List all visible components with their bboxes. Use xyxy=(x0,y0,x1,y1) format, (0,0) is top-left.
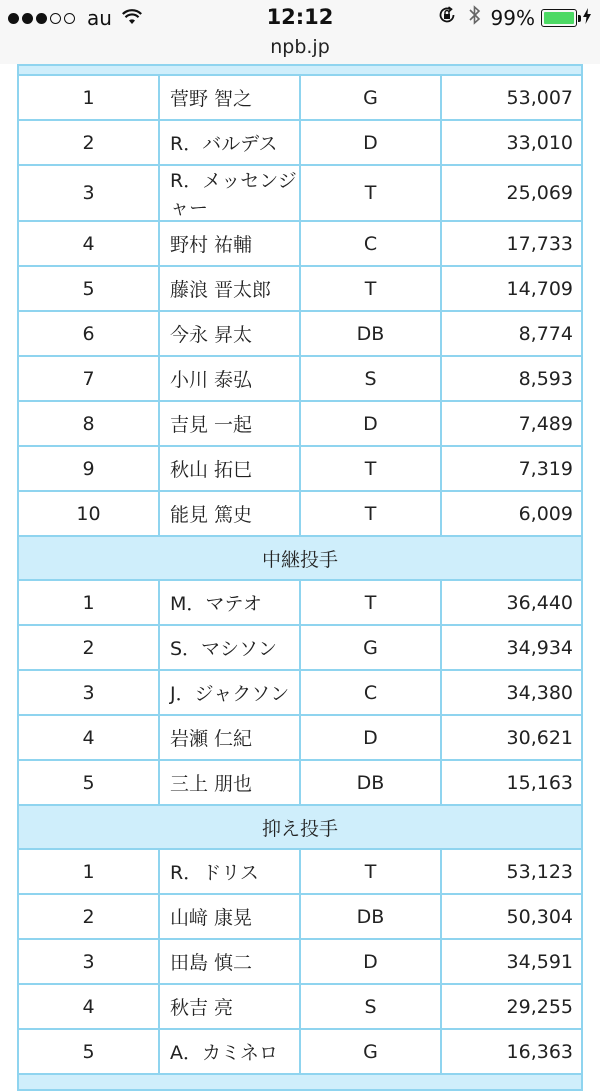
player-name-cell: J．ジャクソン xyxy=(159,670,300,715)
player-name-cell: 三上 朋也 xyxy=(159,760,300,805)
player-name-cell: 藤浪 晋太郎 xyxy=(159,266,300,311)
team-cell: T xyxy=(300,580,441,625)
player-name-cell: R．メッセンジャー xyxy=(159,165,300,221)
votes-cell: 30,621 xyxy=(441,715,582,760)
votes-cell: 8,774 xyxy=(441,311,582,356)
section-title: 中継投手 xyxy=(18,536,582,580)
table-header-stub xyxy=(18,65,582,75)
rank-cell: 2 xyxy=(18,120,159,165)
table-row xyxy=(18,939,582,984)
status-right xyxy=(437,5,592,30)
team-cell: S xyxy=(300,984,441,1029)
team-cell: T xyxy=(300,849,441,894)
ranking-table-container xyxy=(17,64,583,1091)
table-row xyxy=(18,356,582,401)
team-cell: G xyxy=(300,75,441,120)
rank-cell: 8 xyxy=(18,401,159,446)
battery-fill xyxy=(544,12,574,24)
rank-cell: 4 xyxy=(18,715,159,760)
player-name-cell: R．バルデス xyxy=(159,120,300,165)
rank-cell: 2 xyxy=(18,625,159,670)
table-row xyxy=(18,491,582,536)
table-row xyxy=(18,221,582,266)
table-row xyxy=(18,984,582,1029)
team-cell: T xyxy=(300,266,441,311)
bluetooth-icon xyxy=(469,5,481,30)
table-row xyxy=(18,760,582,805)
rank-cell: 5 xyxy=(18,760,159,805)
votes-cell: 34,591 xyxy=(441,939,582,984)
votes-cell: 36,440 xyxy=(441,580,582,625)
team-cell: DB xyxy=(300,311,441,356)
section-header-middle-relief xyxy=(18,536,582,580)
table-row xyxy=(18,670,582,715)
votes-cell: 16,363 xyxy=(441,1029,582,1074)
section-header-closers xyxy=(18,805,582,849)
votes-cell: 50,304 xyxy=(441,894,582,939)
rank-cell: 1 xyxy=(18,849,159,894)
rank-cell: 9 xyxy=(18,446,159,491)
player-name-cell: 野村 祐輔 xyxy=(159,221,300,266)
votes-cell: 7,319 xyxy=(441,446,582,491)
votes-cell: 15,163 xyxy=(441,760,582,805)
table-row xyxy=(18,165,582,221)
team-cell: C xyxy=(300,670,441,715)
team-cell: T xyxy=(300,446,441,491)
clock: 12:12 xyxy=(266,5,334,29)
battery-icon xyxy=(541,9,577,27)
url-domain[interactable]: npb.jp xyxy=(270,36,330,58)
votes-cell: 8,593 xyxy=(441,356,582,401)
table-row xyxy=(18,1029,582,1074)
votes-cell: 17,733 xyxy=(441,221,582,266)
votes-cell: 7,489 xyxy=(441,401,582,446)
ranking-table-body xyxy=(18,65,582,1090)
rank-cell: 3 xyxy=(18,165,159,221)
player-name-cell: 今永 昇太 xyxy=(159,311,300,356)
rank-cell: 6 xyxy=(18,311,159,356)
player-name-cell: 吉見 一起 xyxy=(159,401,300,446)
player-name-cell: 菅野 智之 xyxy=(159,75,300,120)
votes-cell: 34,380 xyxy=(441,670,582,715)
table-row xyxy=(18,715,582,760)
rank-cell: 7 xyxy=(18,356,159,401)
votes-cell: 53,123 xyxy=(441,849,582,894)
team-cell: S xyxy=(300,356,441,401)
votes-cell: 6,009 xyxy=(441,491,582,536)
battery-cap xyxy=(578,15,581,22)
rank-cell: 5 xyxy=(18,1029,159,1074)
player-name-cell: 山﨑 康晃 xyxy=(159,894,300,939)
player-name-cell: 田島 慎二 xyxy=(159,939,300,984)
team-cell: D xyxy=(300,120,441,165)
votes-cell: 34,934 xyxy=(441,625,582,670)
rank-cell: 1 xyxy=(18,75,159,120)
rank-cell: 4 xyxy=(18,984,159,1029)
team-cell: DB xyxy=(300,760,441,805)
votes-cell: 14,709 xyxy=(441,266,582,311)
team-cell: D xyxy=(300,939,441,984)
table-row xyxy=(18,311,582,356)
team-cell: D xyxy=(300,401,441,446)
rank-cell: 1 xyxy=(18,580,159,625)
section-title: 抑え投手 xyxy=(18,805,582,849)
player-name-cell: M．マテオ xyxy=(159,580,300,625)
rank-cell: 3 xyxy=(18,670,159,715)
url-bar[interactable] xyxy=(0,36,600,64)
team-cell: G xyxy=(300,1029,441,1074)
rank-cell: 3 xyxy=(18,939,159,984)
votes-cell: 33,010 xyxy=(441,120,582,165)
table-footer-stub xyxy=(18,1074,582,1090)
status-bar xyxy=(0,0,600,36)
table-row xyxy=(18,849,582,894)
team-cell: C xyxy=(300,221,441,266)
table-row xyxy=(18,894,582,939)
player-name-cell: 岩瀬 仁紀 xyxy=(159,715,300,760)
ranking-table xyxy=(17,64,583,1091)
votes-cell: 29,255 xyxy=(441,984,582,1029)
player-name-cell: 能見 篤史 xyxy=(159,491,300,536)
table-row xyxy=(18,446,582,491)
player-name-cell: 秋吉 亮 xyxy=(159,984,300,1029)
table-row xyxy=(18,75,582,120)
rank-cell: 5 xyxy=(18,266,159,311)
player-name-cell: R．ドリス xyxy=(159,849,300,894)
team-cell: DB xyxy=(300,894,441,939)
table-row xyxy=(18,266,582,311)
rank-cell: 2 xyxy=(18,894,159,939)
rank-cell: 4 xyxy=(18,221,159,266)
team-cell: G xyxy=(300,625,441,670)
carrier-name: au xyxy=(87,6,112,30)
player-name-cell: A．カミネロ xyxy=(159,1029,300,1074)
charging-icon xyxy=(582,8,592,28)
table-row xyxy=(18,580,582,625)
team-cell: T xyxy=(300,165,441,221)
table-row xyxy=(18,625,582,670)
team-cell: D xyxy=(300,715,441,760)
battery-percent: 99% xyxy=(490,5,535,30)
team-cell: T xyxy=(300,491,441,536)
table-row xyxy=(18,401,582,446)
player-name-cell: 秋山 拓巳 xyxy=(159,446,300,491)
table-row xyxy=(18,120,582,165)
player-name-cell: 小川 泰弘 xyxy=(159,356,300,401)
rotation-lock-icon xyxy=(437,5,457,30)
votes-cell: 25,069 xyxy=(441,165,582,221)
rank-cell: 10 xyxy=(18,491,159,536)
votes-cell: 53,007 xyxy=(441,75,582,120)
player-name-cell: S．マシソン xyxy=(159,625,300,670)
